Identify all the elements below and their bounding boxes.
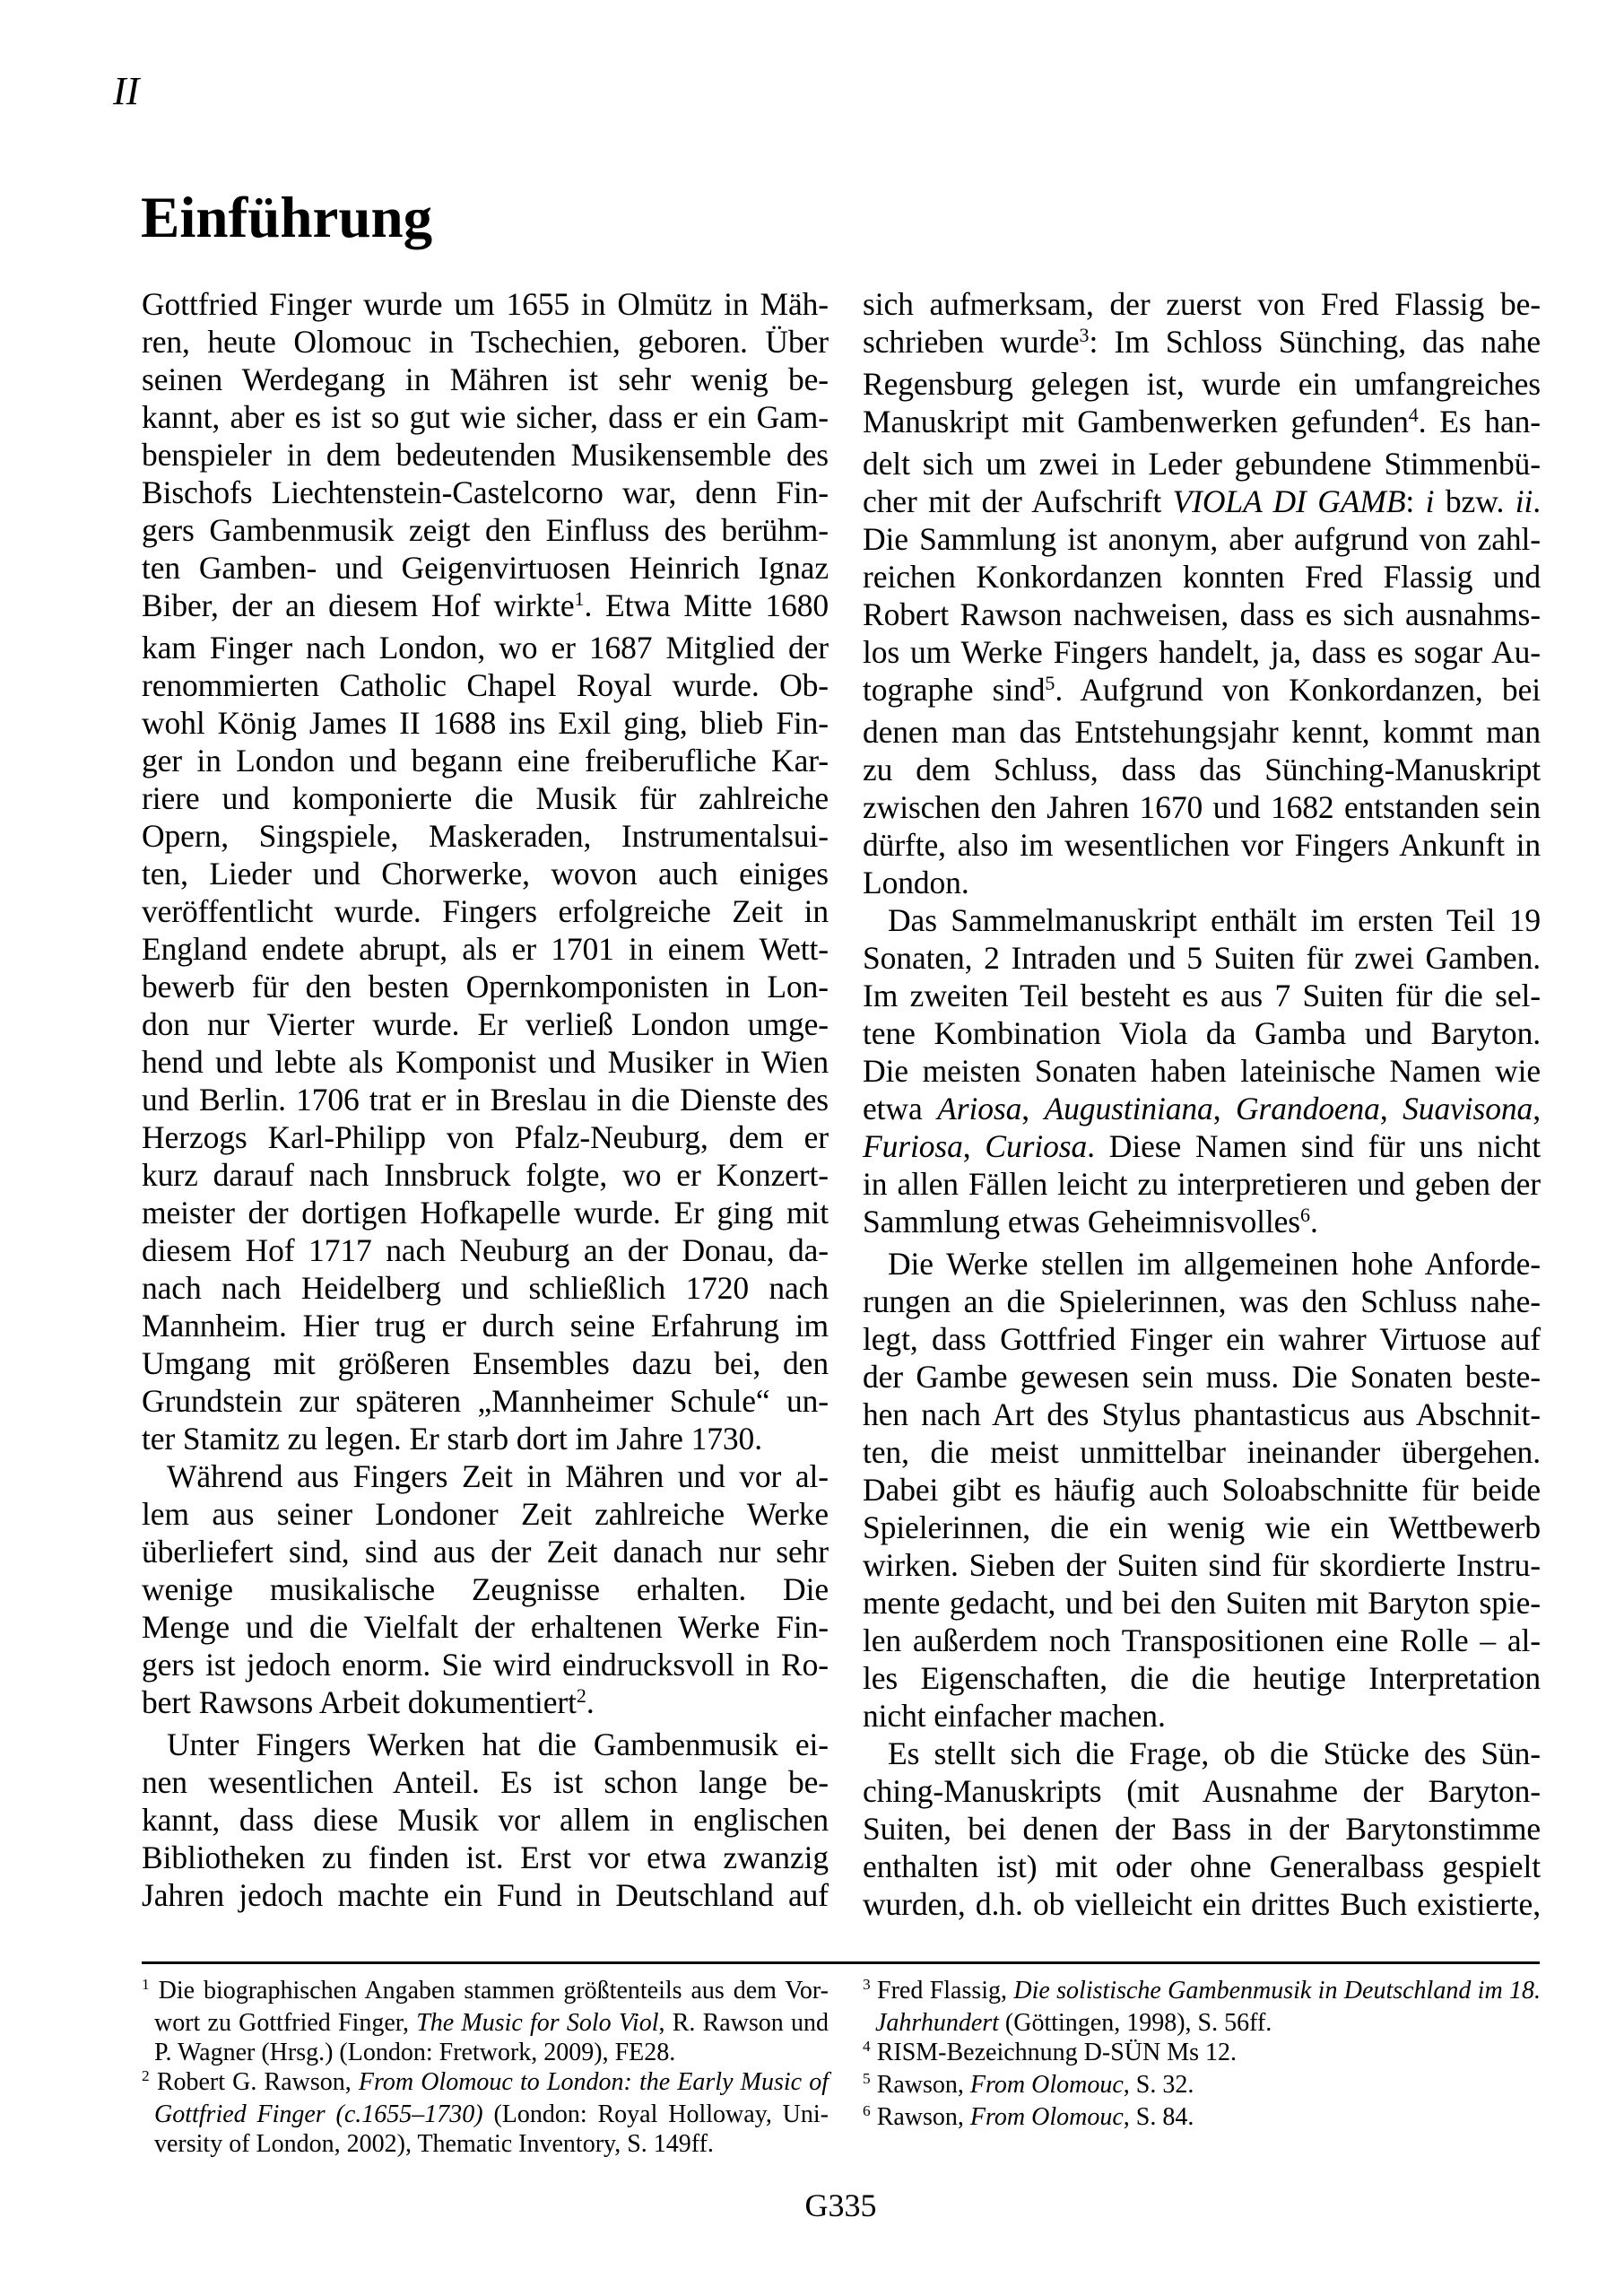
text-line: Opern, Singspiele, Maskeraden, Instrumentalsui-: [142, 818, 829, 854]
text-line: legt, dass Gottfried Finger ein wahrer Virtuose auf: [863, 1321, 1541, 1357]
text-line: kannt, dass diese Musik vor allem in englischen: [142, 1802, 829, 1838]
text-line: $^4$ RISM-Bezeichnung D-SÜN Ms 12.: [863, 2038, 1237, 2066]
text-line: überliefert sind, sind aus der Zeit danach nur sehr: [142, 1534, 829, 1570]
text-line: seinen Werdegang in Mähren ist sehr wenig be-: [142, 361, 829, 397]
text-line: mente gedacht, und bei den Suiten mit Baryton spie-: [863, 1585, 1541, 1621]
paragraph: [863, 1245, 1541, 1735]
text-line: bewerb für den besten Opernkomponisten in Lon-: [142, 969, 829, 1004]
page-number: II: [113, 69, 140, 113]
footnote-number: 1: [142, 1976, 150, 1994]
text-line: denen man das Entstehungsjahr kennt, kommt man: [863, 714, 1541, 750]
italic-text: VIOLA DI GAMB: [1172, 483, 1406, 519]
paragraph: [142, 1457, 829, 1726]
footnote-ref: 4: [1408, 403, 1419, 426]
italic-text: Jahrhundert: [875, 2009, 999, 2037]
footnote: [863, 2102, 1541, 2135]
footnote: [142, 2067, 829, 2159]
text-line: diesem Hof 1717 nach Neuburg an der Donau, da-: [142, 1232, 829, 1268]
footnote: [863, 1976, 1541, 2038]
text-line: in allen Fällen leicht zu interpretieren und geben der: [863, 1166, 1541, 1202]
text-line: England endete abrupt, als er 1701 in einem Wett-: [142, 931, 829, 967]
footnote-ref: 3: [1079, 323, 1090, 346]
text-line: Suiten, bei denen der Bass in der Barytonstimme: [863, 1811, 1541, 1847]
text-line: zu dem Schluss, dass das Sünching-Manuskript: [863, 752, 1541, 787]
text-line: Unter Fingers Werken hat die Gambenmusik ei-: [167, 1726, 829, 1762]
text-line: ten, Lieder und Chorwerke, wovon auch einiges: [142, 856, 829, 891]
text-line: benspieler in dem bedeutenden Musikensemble des: [142, 437, 829, 473]
text-line: Die Werke stellen im allgemeinen hohe Anforde-: [888, 1246, 1541, 1282]
text-line: riere und komponierte die Musik für zahlreiche: [142, 780, 829, 816]
text-line: Dabei gibt es häufig auch Soloabschnitte für beide: [863, 1472, 1541, 1508]
text-line: Im zweiten Teil besteht es aus 7 Suiten für die sel-: [863, 978, 1541, 1013]
text-line: bert Rawsons Arbeit dokumentiert$^2$.: [142, 1683, 595, 1720]
text-line: schrieben wurde$^3$: Im Schloss Sünching, das nahe: [863, 323, 1541, 360]
text-line: ger in London und begann eine freiberufliche Kar-: [142, 743, 829, 778]
italic-text: From Olomouc: [969, 2071, 1124, 2099]
text-line: ten, die meist unmittelbar ineinander übergehen.: [863, 1434, 1541, 1470]
text-line: ten Gamben- und Geigenvirtuosen Heinrich Ignaz: [142, 550, 829, 586]
footnote-number: 4: [863, 2038, 871, 2056]
text-line: versity of London, 2002), Thematic Inventory, S. 149ff.: [154, 2130, 714, 2158]
text-line: les Eigenschaften, die die heutige Interpretation: [863, 1660, 1541, 1696]
text-line: don nur Vierter wurde. Er verließ London umge-: [142, 1006, 829, 1042]
italic-text: Suavisona: [1403, 1091, 1533, 1126]
italic-text: Furiosa: [863, 1128, 963, 1164]
text-line: Während aus Fingers Zeit in Mähren und vor al-: [167, 1458, 829, 1494]
catalog-number: G335: [804, 2187, 877, 2223]
footnote-ref: 5: [1045, 671, 1055, 694]
text-line: enthalten ist) mit oder ohne Generalbass gespielt: [863, 1848, 1541, 1884]
text-line: kam Finger nach London, wo er 1687 Mitglied der: [142, 630, 829, 665]
italic-text: Gottfried Finger (c.1655–1730): [154, 2100, 483, 2128]
italic-text: Grandoena: [1236, 1091, 1380, 1126]
text-line: Bibliotheken zu finden ist. Erst vor etwa zwanzig: [142, 1839, 829, 1875]
text-line: veröffentlicht wurde. Fingers erfolgreiche Zeit in: [142, 893, 829, 929]
italic-text: Die solistische Gambenmusik in Deutschland im 18.: [1013, 1977, 1541, 2005]
text-line: Menge und die Vielfalt der erhaltenen Werke Fin-: [142, 1609, 829, 1645]
text-line: lem aus seiner Londoner Zeit zahlreiche Werke: [142, 1496, 829, 1532]
text-line: delt sich um zwei in Leder gebundene Stimmenbü-: [863, 446, 1541, 482]
text-line: wirken. Sieben der Suiten sind für skordierte Instru-: [863, 1547, 1541, 1583]
italic-text: From Olomouc to London: the Early Music of: [358, 2068, 829, 2096]
paragraph: [863, 1735, 1541, 1923]
text-line: London.: [863, 865, 969, 900]
text-line: Manuskript mit Gambenwerken gefunden$^4$. Es han-: [863, 403, 1541, 439]
italic-text: ii: [1515, 483, 1533, 519]
column-left: [142, 285, 829, 1914]
italic-text: From Olomouc: [969, 2103, 1124, 2131]
footnote-number: 5: [863, 2070, 871, 2088]
italic-text: Augustiniana: [1044, 1091, 1213, 1126]
paragraph: [863, 285, 1541, 901]
text-line: wenige musikalische Zeugnisse erhalten. Die: [142, 1571, 829, 1607]
text-line: Gottfried Finger (c.1655–1730) (London: Royal Holloway, Uni-: [154, 2100, 829, 2128]
italic-text: i: [1425, 483, 1435, 519]
text-line: Mannheim. Hier trug er durch seine Erfahrung im: [142, 1308, 829, 1344]
text-line: $^2$ Robert G. Rawson, From Olomouc to London: the Early Music of: [142, 2067, 829, 2096]
text-line: los um Werke Fingers handelt, ja, dass es sogar Au-: [863, 634, 1541, 670]
text-line: Jahren jedoch machte ein Fund in Deutschland auf: [142, 1877, 829, 1913]
text-line: Das Sammelmanuskript enthält im ersten Teil 19: [888, 902, 1541, 938]
text-line: Regensburg gelegen ist, wurde ein umfangreiches: [863, 366, 1541, 402]
text-line: hen nach Art des Stylus phantasticus aus Abschnit-: [863, 1396, 1541, 1432]
text-line: Herzogs Karl-Philipp von Pfalz-Neuburg, dem er: [142, 1119, 829, 1155]
text-line: Sonaten, 2 Intraden und 5 Suiten für zwei Gamben.: [863, 940, 1541, 976]
text-line: reichen Konkordanzen konnten Fred Flassig und: [863, 559, 1541, 595]
footnote-separator: [142, 1961, 1540, 1964]
text-line: Grundstein zur späteren „Mannheimer Schule“ un-: [142, 1383, 829, 1419]
paragraph: [863, 901, 1541, 1245]
text-line: Die Sammlung ist anonym, aber aufgrund von zahl-: [863, 521, 1541, 557]
text-line: ter Stamitz zu legen. Er starb dort im Jahre 1730.: [142, 1421, 762, 1457]
text-line: meister der dortigen Hofkapelle wurde. Er ging mit: [142, 1195, 829, 1231]
footnote-ref: 6: [1300, 1203, 1311, 1226]
text-line: rungen an die Spielerinnen, was den Schluss nahe-: [863, 1283, 1541, 1319]
text-line: Die meisten Sonaten haben lateinische Namen wie: [863, 1053, 1541, 1089]
paragraph: [142, 1726, 829, 1914]
text-line: wurden, d.h. ob vielleicht ein drittes Buch existierte,: [863, 1886, 1541, 1922]
footnote-number: 6: [863, 2102, 871, 2120]
text-line: Bischofs Liechtenstein-Castelcorno war, denn Fin-: [142, 474, 829, 510]
text-line: P. Wagner (Hrsg.) (London: Fretwork, 2009), FE28.: [154, 2039, 676, 2066]
text-line: gers ist jedoch enorm. Sie wird eindrucksvoll in Ro-: [142, 1647, 829, 1683]
text-line: Es stellt sich die Frage, ob die Stücke des Sün-: [888, 1735, 1541, 1771]
text-line: und Berlin. 1706 trat er in Breslau in die Dienste des: [142, 1082, 829, 1118]
text-line: Robert Rawson nachweisen, dass es sich ausnahms-: [863, 596, 1541, 632]
text-line: wohl König James II 1688 ins Exil ging, blieb Fin-: [142, 705, 829, 741]
text-line: wort zu Gottfried Finger, The Music for Solo Viol, R. Rawson und: [154, 2009, 829, 2037]
text-line: Gottfried Finger wurde um 1655 in Olmütz in Mäh-: [142, 286, 829, 322]
text-line: hend und lebte als Komponist und Musiker in Wien: [142, 1044, 829, 1080]
column-right: [863, 285, 1541, 1923]
text-line: nach nach Heidelberg und schließlich 1720 nach: [142, 1270, 829, 1306]
text-line: nicht einfacher machen.: [863, 1698, 1166, 1734]
footnote-ref: 2: [576, 1683, 586, 1707]
text-line: cher mit der Aufschrift VIOLA DI GAMB: i bzw. ii.: [863, 483, 1541, 519]
text-line: etwa Ariosa, Augustiniana, Grandoena, Suavisona,: [863, 1091, 1541, 1126]
text-line: $^3$ Fred Flassig, Die solistische Gambenmusik in Deutschland im 18.: [863, 1976, 1541, 2005]
italic-text: Ariosa: [937, 1091, 1022, 1126]
italic-text: The Music for Solo Viol: [416, 2009, 659, 2037]
text-line: Jahrhundert (Göttingen, 1998), S. 56ff.: [875, 2009, 1272, 2037]
text-line: Spielerinnen, die ein wenig wie ein Wettbewerb: [863, 1509, 1541, 1545]
page-title: Einführung: [141, 186, 433, 250]
text-line: nen wesentlichen Anteil. Es ist schon lange be-: [142, 1764, 829, 1800]
footnote-ref: 1: [574, 587, 585, 610]
text-line: zwischen den Jahren 1670 und 1682 entstanden sein: [863, 789, 1541, 825]
text-line: Biber, der an diesem Hof wirkte$^1$. Etwa Mitte 1680: [142, 587, 829, 623]
footnote: [863, 2070, 1541, 2102]
footnote-number: 2: [142, 2067, 150, 2085]
text-line: Umgang mit größeren Ensembles dazu bei, den: [142, 1345, 829, 1381]
text-line: $^6$ Rawson, From Olomouc, S. 84.: [863, 2102, 1194, 2131]
footnote: [142, 1976, 829, 2067]
text-line: kurz darauf nach Innsbruck folgte, wo er Konzert-: [142, 1157, 829, 1193]
text-line: ren, heute Olomouc in Tschechien, geboren. Über: [142, 324, 829, 360]
text-line: renommierten Catholic Chapel Royal wurde. Ob-: [142, 667, 829, 703]
paragraph: [142, 285, 829, 1457]
text-line: Furiosa, Curiosa. Diese Namen sind für uns nicht: [863, 1128, 1541, 1164]
footnotes-right: [863, 1976, 1541, 2135]
text-line: der Gambe gewesen sein muss. Die Sonaten beste-: [863, 1359, 1541, 1395]
footnote: [863, 2038, 1541, 2070]
text-line: sich aufmerksam, der zuerst von Fred Flassig be-: [863, 286, 1541, 322]
text-line: len außerdem noch Transpositionen eine Rolle – al-: [863, 1622, 1541, 1658]
text-line: gers Gambenmusik zeigt den Einfluss des berühm-: [142, 512, 829, 548]
text-line: kannt, aber es ist so gut wie sicher, dass er ein Gam-: [142, 399, 829, 435]
text-line: $^1$ Die biographischen Angaben stammen größtenteils aus dem Vor-: [142, 1976, 829, 2005]
text-line: dürfte, also im wesentlichen vor Fingers Ankunft in: [863, 827, 1541, 863]
footnote-number: 3: [863, 1976, 871, 1994]
text-line: $^5$ Rawson, From Olomouc, S. 32.: [863, 2070, 1194, 2099]
text-line: Sammlung etwas Geheimnisvolles$^6$.: [863, 1203, 1318, 1239]
text-line: tene Kombination Viola da Gamba und Baryton.: [863, 1015, 1541, 1051]
footnotes-left: [142, 1976, 829, 2159]
text-line: tographe sind$^5$. Aufgrund von Konkordanzen, bei: [863, 671, 1541, 708]
text-line: ching-Manuskripts (mit Ausnahme der Baryton-: [863, 1773, 1541, 1809]
italic-text: Curiosa: [985, 1128, 1088, 1164]
